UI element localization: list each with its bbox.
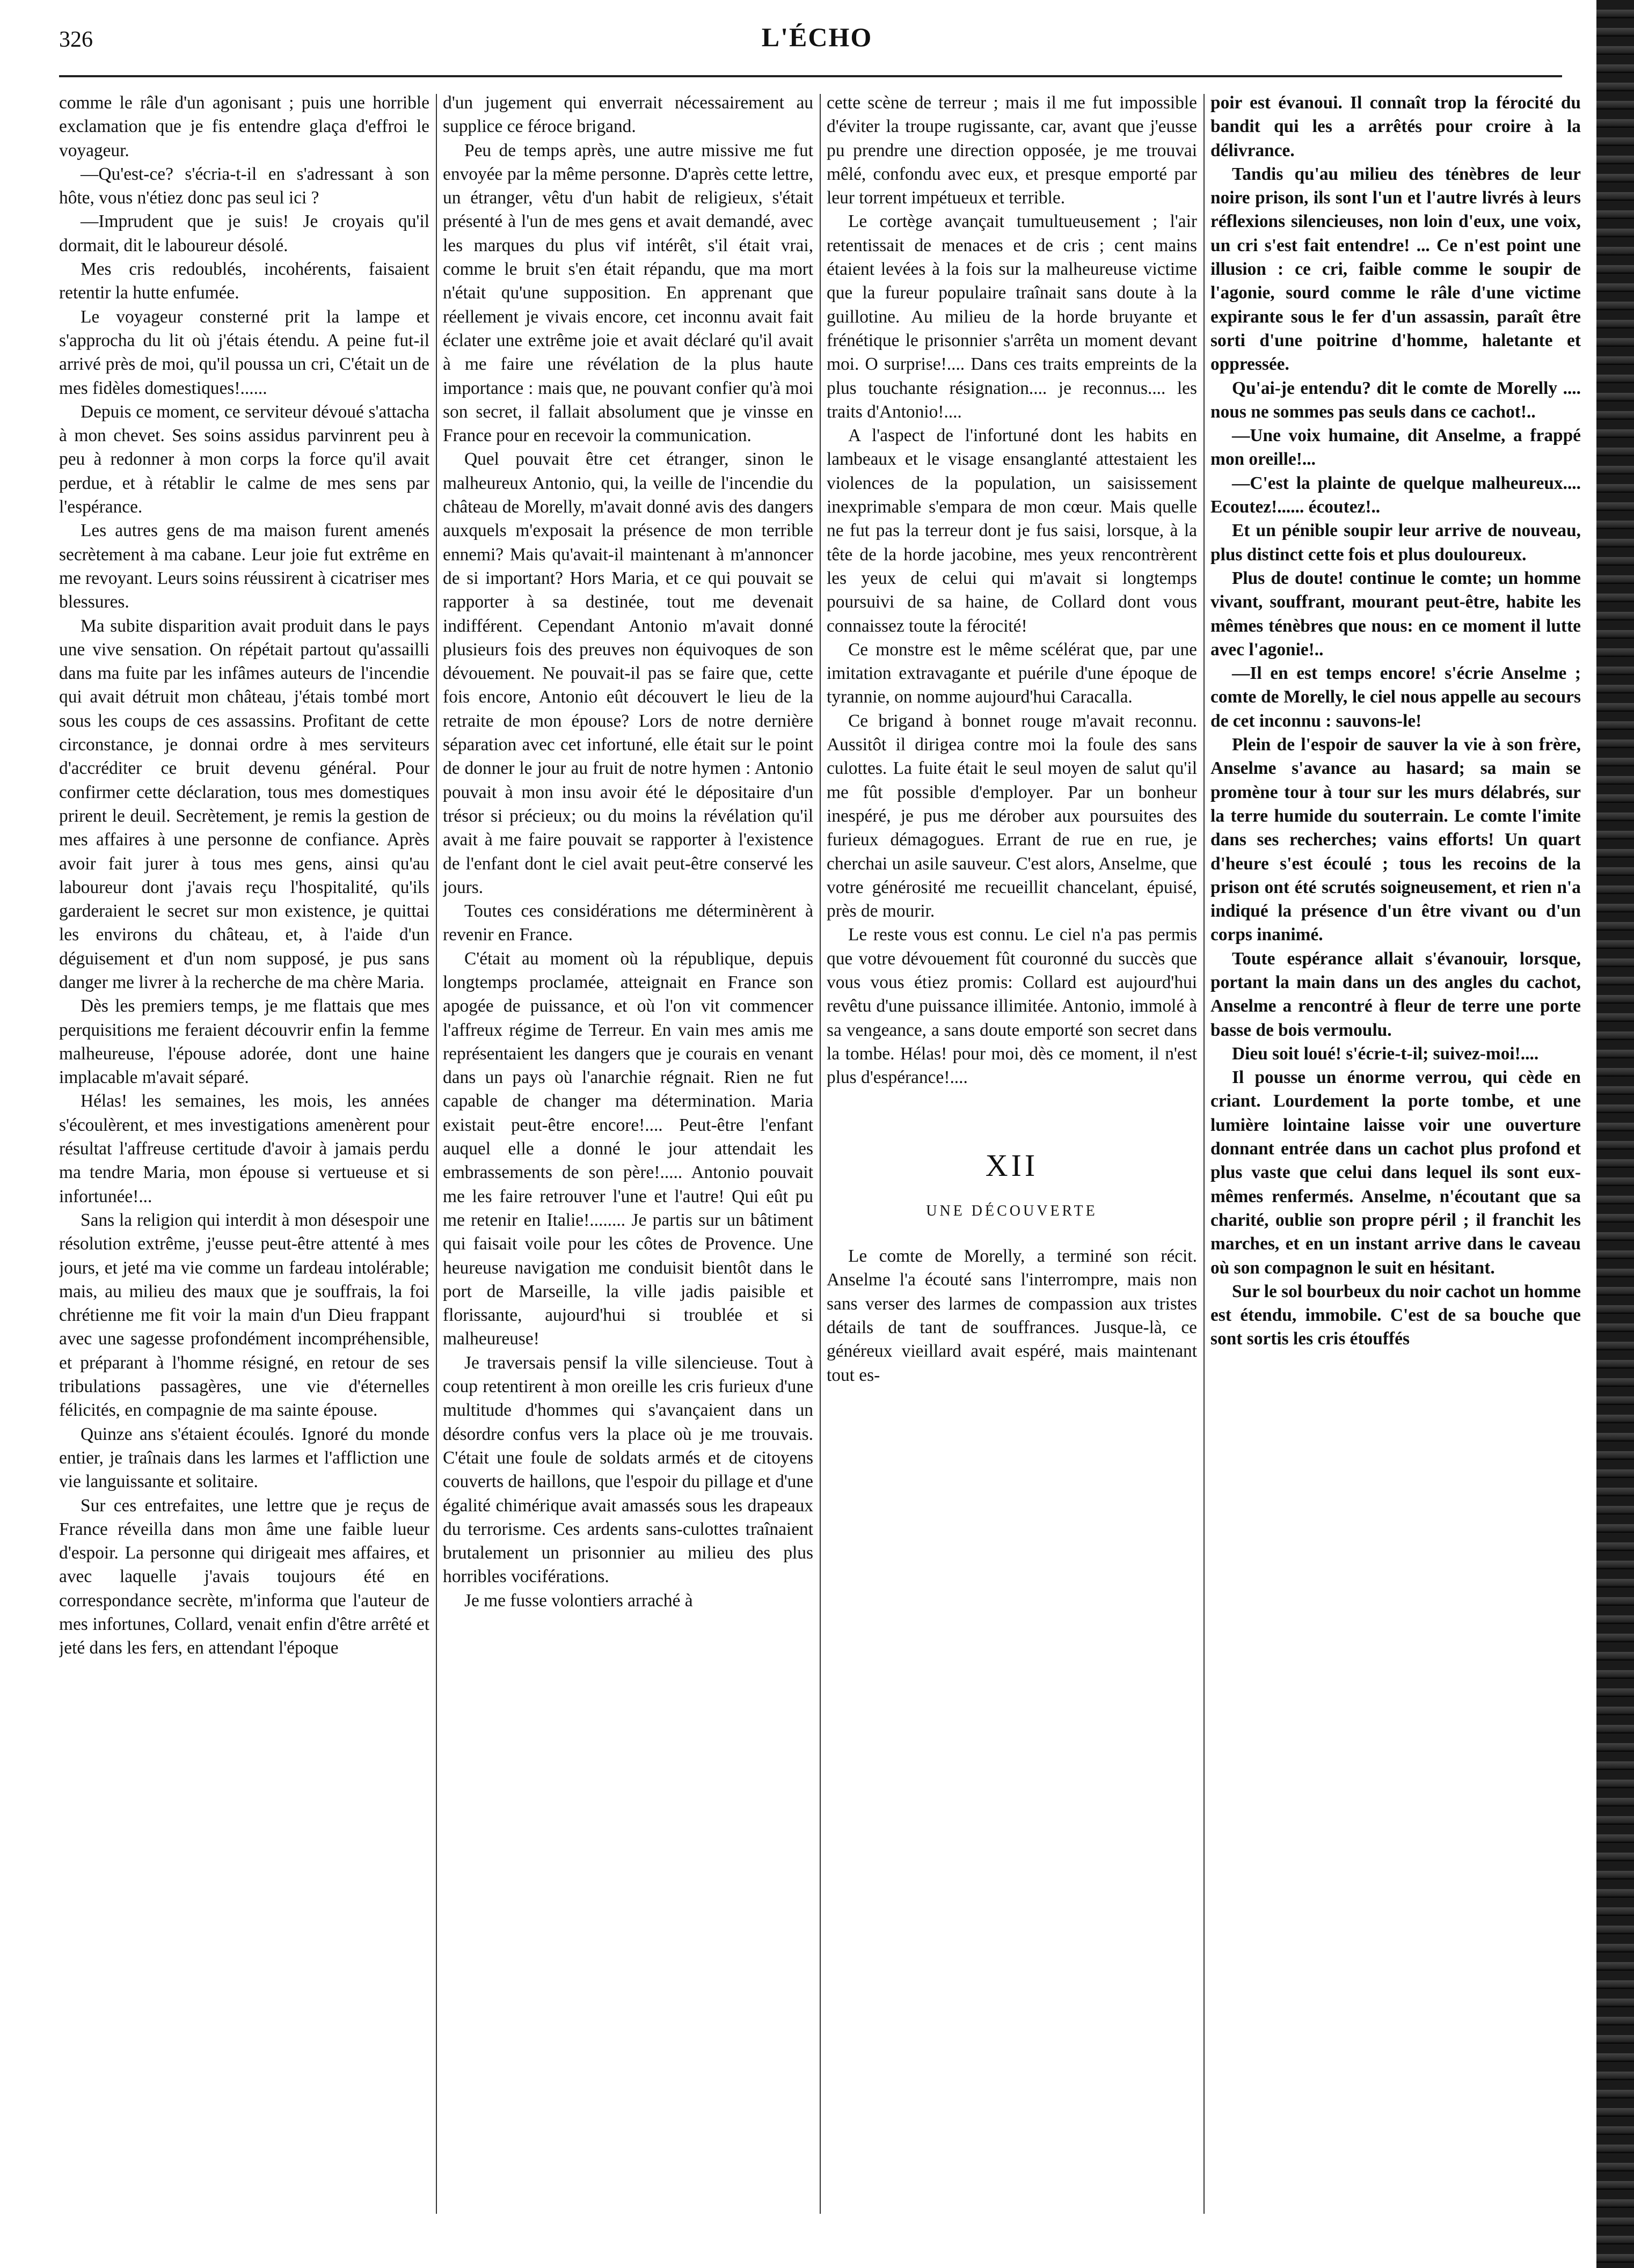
column-divider (820, 94, 821, 2214)
paragraph: Plus de doute! continue le comte; un homme vivant, souffrant, mourant peut-être, habite les mêmes ténèbres que nous: en ce moment il lutte avec l'agonie!.. (1210, 568, 1581, 660)
header-rule (59, 75, 1562, 77)
paragraph: Les autres gens de ma maison furent amenés secrètement à ma cabane. Leur joie fut extrême en me revoyant. Leurs soins réussirent à cicatriser mes blessures. (59, 521, 429, 612)
column-divider (1203, 94, 1205, 2214)
paragraph: Le cortège avançait tumultueusement ; l'air retentissait de menaces et de cris ; cent mains étaient levées à la fois sur la malheureuse victime que la fureur populaire traînait sans doute à la guillotine. Au milieu de la horde bruyante et frénétique le prisonnier s'arrêta un moment devant moi. O surprise!.... Dans ces traits empreints de la plus touchante résignation.... je reconnus.... les traits d'Antonio!.... (827, 211, 1197, 422)
paragraph: Qu'ai-je entendu? dit le comte de Morelly .... nous ne sommes pas seuls dans ce cachot!.. (1210, 378, 1581, 422)
paragraph: C'était au moment où la république, depuis longtemps proclamée, atteignait en France son apogée de puissance, et où l'on vit commencer l'affreux régime de Terreur. En vain mes amis me représentaient les dangers que je courais en venant dans un pays où l'anarchie régnait. Rien ne fut capable de changer ma détermination. Maria existait peut-être encore!.... Peut-être l'enfant auquel elle a donné le jour attendait les embrassements de son père!..... Antonio pouvait me les faire retrouver l'une et l'autre! Qui eût pu me retenir en Italie!........ Je partis sur un bâtiment qui faisait voile pour les côtes de Provence. Une heureuse navigation me conduisit bientôt dans le port de Marseille, la ville jadis paisible et florissante, aujourd'hui si troublée et si malheureuse! (443, 948, 813, 1349)
paragraph: Il pousse un énorme verrou, qui cède en criant. Lourdement la porte tombe, et une lumière lointaine laisse voir une ouverture donnant entrée dans un cachot plus profond et plus vaste que celui dans lequel ils sont eux-mêmes renfermés. Anselme, n'écoutant que sa charité, oublie son propre péril ; il franchit les marches, et en un instant arrive dans le caveau où son compagnon le suit en hésitant. (1210, 1067, 1581, 1278)
paragraph: Dieu soit loué! s'écrie-t-il; suivez-moi!.... (1232, 1043, 1539, 1064)
column-3 (827, 91, 1197, 2216)
paragraph: Hélas! les semaines, les mois, les années s'écoulèrent, et mes investigations amenèrent pour résultat l'affreuse certitude d'avoir à jamais perdu ma tendre Maria, mon épouse si vertueuse et si infortunée!... (59, 1091, 429, 1206)
paragraph: Depuis ce moment, ce serviteur dévoué s'attacha à mon chevet. Ses soins assidus parvinrent peu à peu à redonner à mon corps la force qu'il avait perdue, et à rétablir le calme de mes sens par l'espérance. (59, 401, 429, 517)
column-1 (59, 91, 429, 2216)
paragraph: —Il en est temps encore! s'écrie Anselme ; comte de Morelly, le ciel nous appelle au secours de cet inconnu : sauvons-le! (1210, 663, 1581, 731)
paragraph: —C'est la plainte de quelque malheureux.... Ecoutez!...... écoutez!.. (1210, 473, 1581, 517)
paragraph: Peu de temps après, une autre missive me fut envoyée par la même personne. D'après cette lettre, un étranger, vêtu d'un habit de religieux, s'était présenté à l'un de mes gens et avait demandé, avec les marques du plus vif intérêt, s'il était vrai, comme le bruit s'en était répandu, que ma mort n'était qu'une supposition. En apprenant que réellement je vivais encore, cet inconnu avait fait éclater une extrême joie et avait déclaré qu'il avait à me faire une révélation de la plus haute importance : mais que, ne pouvant confier qu'à moi son secret, il fallait absolument que je vinsse en France pour en recevoir la communication. (443, 140, 813, 446)
paragraph: Sans la religion qui interdit à mon désespoir une résolution extrême, j'eusse peut-être attenté à mes jours, et jeté ma vie comme un fardeau intolérable; mais, au milieu des maux que je souffrais, la foi chrétienne me fit voir la main d'un Dieu frappant avec une sagesse profondément incompréhensible, et préparant à l'homme résigné, en retour de ses tribulations passagères, une vie d'éternelles félicités, en compagnie de ma sainte épouse. (59, 1210, 429, 1421)
paragraph: Sur le sol bourbeux du noir cachot un homme est étendu, immobile. C'est de sa bouche que sont sortis les cris étouffés (1210, 1281, 1581, 1349)
paragraph: Sur ces entrefaites, une lettre que je reçus de France réveilla dans mon âme une faible lueur d'espoir. La personne qui dirigeait mes affaires, et avec laquelle j'avais toujours été en correspondance secrète, m'informa que l'auteur de mes infortunes, Collard, venait enfin d'être arrêté et jeté dans les fers, en attendant l'époque (59, 1495, 429, 1658)
paragraph: comme le râle d'un agonisant ; puis une horrible exclamation que je fis entendre glaça d'effroi le voyageur. (59, 93, 429, 160)
paragraph: —Imprudent que je suis! Je croyais qu'il dormait, dit le laboureur désolé. (59, 211, 429, 255)
column-4 (1210, 91, 1581, 2216)
chapter-number: XII (985, 1148, 1039, 1183)
journal-title: L'ÉCHO (761, 22, 873, 52)
paragraph: Dès les premiers temps, je me flattais que mes perquisitions me feraient découvrir enfin la femme malheureuse, l'épouse adorée, dont une haine implacable m'avait séparé. (59, 996, 429, 1088)
column-divider (436, 94, 437, 2214)
paragraph: —Qu'est-ce? s'écria-t-il en s'adressant à son hôte, vous n'étiez donc pas seul ici ? (59, 164, 429, 208)
paragraph: Ce monstre est le même scélérat que, par une imitation extravagante et puérile d'une époque de tyrannie, on nomme aujourd'hui Caracalla. (827, 639, 1197, 707)
paragraph: Le voyageur consterné prit la lampe et s'approcha du lit où j'étais étendu. A peine fut-il arrivé près de moi, qu'il poussa un cri, C'était un de mes fidèles domestiques!...... (59, 306, 429, 398)
paragraph: Plein de l'espoir de sauver la vie à son frère, Anselme s'avance au hasard; sa main se promène tour à tour sur les murs délabrés, sur la terre humide du souterrain. Le comte l'imite dans ses recherches; vains efforts! Un quart d'heure s'est écoulé ; tous les recoins de la prison ont été scrutés soigneusement, et rien n'a indiqué la présence d'un être vivant ou d'un corps inanimé. (1210, 735, 1581, 945)
paragraph: Le reste vous est connu. Le ciel n'a pas permis que votre dévouement fût couronné du succès que vous vous étiez promis: Collard est aujourd'hui revêtu d'une puissance illimitée. Antonio, immolé à sa vengeance, a sans doute emporté son secret dans la tombe. Hélas! pour moi, dès ce moment, il n'est plus d'espérance!.... (827, 925, 1197, 1088)
paragraph: Ma subite disparition avait produit dans le pays une vive sensation. On répétait partout qu'assailli dans ma fuite par les infâmes auteurs de l'incendie qui avait détruit mon château, j'étais tombé mort sous les coups de ces assassins. Profitant de cette circonstance, je donnai ordre à mes serviteurs d'accréditer ce bruit devenu général. Pour confirmer cette déclaration, tous mes domestiques prirent le deuil. Secrètement, je remis la gestion de mes affaires à une personne de confiance. Après avoir fait jurer à tous mes gens, ainsi qu'au laboureur dont j'avais reçu l'hospitalité, qu'ils garderaient le secret sur mon existence, je quittai les environs du château, et, à l'aide d'un déguisement et d'un nom supposé, je pus sans danger me livrer à la recherche de ma chère Maria. (59, 616, 429, 992)
page-binding-edge (1596, 0, 1634, 2268)
chapter-title: UNE DÉCOUVERTE (926, 1202, 1098, 1219)
page-number: 326 (59, 27, 93, 52)
column-3-body (827, 91, 1197, 1089)
paragraph: Mes cris redoublés, incohérents, faisaient retentir la hutte enfumée. (59, 259, 429, 303)
column-2 (443, 91, 813, 2216)
paragraph: Quel pouvait être cet étranger, sinon le malheureux Antonio, qui, la veille de l'incendie du château de Morelly, m'avait donné avis des dangers auxquels m'exposait la présence de mon terrible ennemi? Mais qu'avait-il maintenant à m'annoncer de si important? Hors Maria, et ce qui pouvait se rapporter à sa destinée, tout me devenait indifférent. Cependant Antonio m'avait donné plusieurs fois des preuves non équivoques de son dévouement. Ne pouvait-il pas se faire que, cette fois encore, Antonio eût découvert le lieu de la retraite de mon épouse? Lors de notre dernière séparation avec cet infortuné, elle était sur le point de donner le jour au fruit de notre hymen : Antonio pouvait à mon insu avoir été le dépositaire d'un trésor si précieux; ou du moins la révélation qu'il avait à me faire pouvait se rapporter à l'existence de l'enfant dont le ciel avait peut-être conservé les jours. (443, 449, 813, 897)
paragraph: Le comte de Morelly, a terminé son récit. Anselme l'a écouté sans l'interrompre, mais non sans verser des larmes de compassion aux tristes détails de tant de souffrances. Jusque-là, ce généreux vieillard avait espéré, mais maintenant tout es- (827, 1246, 1197, 1385)
paragraph: A l'aspect de l'infortuné dont les habits en lambeaux et le visage ensanglanté attestaient les violences de la population, un saisissement inexprimable s'empara de mon cœur. Mais quelle ne fut pas la terreur dont je fus saisi, lorsque, à la tête de la horde jacobine, mes yeux rencontrèrent les yeux de celui qui m'avait si longtemps poursuivi de sa haine, de Collard dont vous connaissez toute la férocité! (827, 426, 1197, 636)
paragraph: Je traversais pensif la ville silencieuse. Tout à coup retentirent à mon oreille les cris furieux d'une multitude d'hommes qui s'avançaient dans un désordre confus vers la place où je me trouvais. C'était une foule de soldats armés et de citoyens couverts de haillons, que l'espoir du pillage et d'une égalité chimérique avait amassés sous les drapeaux du terrorisme. Ces ardents sans-culottes traînaient brutalement un prisonnier au milieu des plus horribles vociférations. (443, 1352, 813, 1587)
paragraph: Quinze ans s'étaient écoulés. Ignoré du monde entier, je traînais dans les larmes et l'affliction une vie languissante et solitaire. (59, 1424, 429, 1492)
paragraph: Je me fusse volontiers arraché à (464, 1590, 693, 1611)
paragraph: d'un jugement qui enverrait nécessairement au supplice ce féroce brigand. (443, 93, 813, 137)
paragraph: poir est évanoui. Il connaît trop la férocité du bandit qui les a arrêtés pour croire à la délivrance. (1210, 93, 1581, 160)
paragraph: Ce brigand à bonnet rouge m'avait reconnu. Aussitôt il dirigea contre moi la foule des sans culottes. La fuite était le seul moyen de salut qu'il me fût possible d'employer. Par un bonheur inespéré, je pus me dérober aux poursuites des furieux démagogues. Errant de rue en rue, je cherchai un asile sauveur. C'est alors, Anselme, que votre générosité me recueillit chancelant, épuisé, près de mourir. (827, 711, 1197, 921)
paragraph: Et un pénible soupir leur arrive de nouveau, plus distinct cette fois et plus douloureux. (1210, 521, 1581, 565)
paragraph: Toutes ces considérations me déterminèrent à revenir en France. (443, 901, 813, 945)
paragraph: Toute espérance allait s'évanouir, lorsque, portant la main dans un des angles du cachot, Anselme a rencontré à fleur de terre une porte basse de bois vermoulu. (1210, 948, 1581, 1040)
paragraph: cette scène de terreur ; mais il me fut impossible d'éviter la troupe rugissante, car, avant que j'eusse pu prendre une direction opposée, je me trouvai mêlé, confondu avec eux, et presque emporté par leur torrent impétueux et terrible. (827, 93, 1197, 208)
chapter-body (827, 1245, 1197, 1387)
paragraph: Tandis qu'au milieu des ténèbres de leur noire prison, ils sont l'un et l'autre livrés à leurs réflexions silencieuses, non loin d'eux, une voix, un cri s'est fait entendre! ... Ce n'est point une illusion : ce cri, faible comme le soupir de l'agonie, sourd comme le râle d'une victime expirante sous le fer d'un assassin, paraît être sorti d'une poitrine d'homme, haletante et oppressée. (1210, 164, 1581, 375)
paragraph: —Une voix humaine, dit Anselme, a frappé mon oreille!... (1210, 426, 1581, 470)
